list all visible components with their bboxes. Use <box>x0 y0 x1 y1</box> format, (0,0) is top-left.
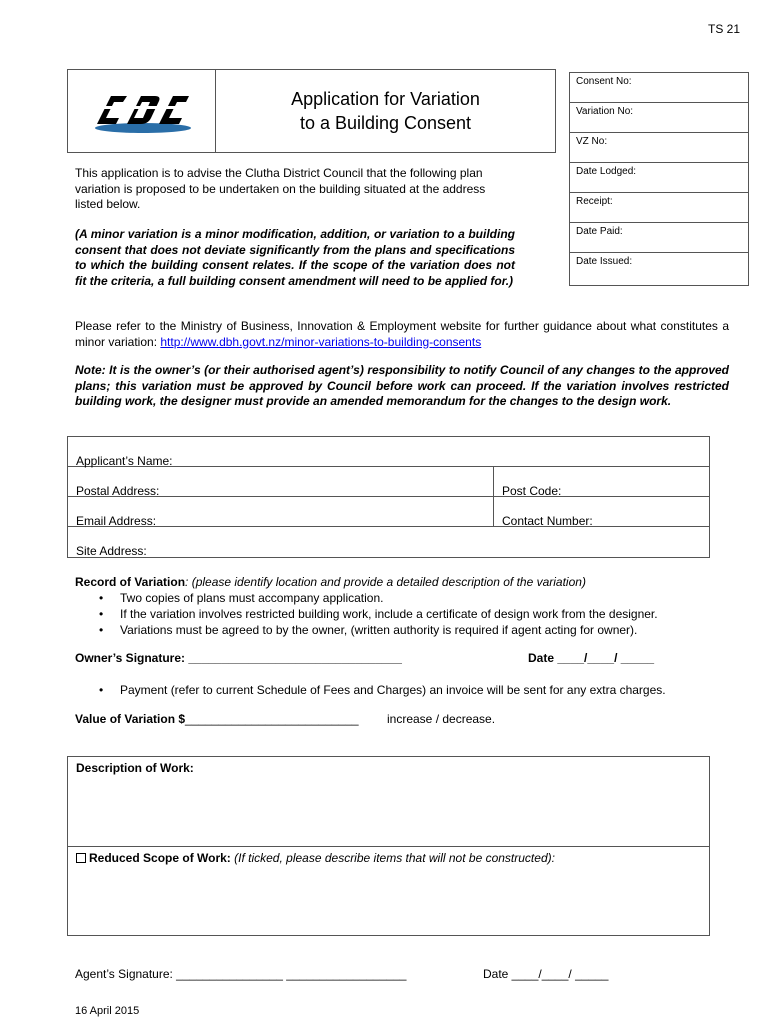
reduced-scope-title: Reduced Scope of Work: <box>89 851 231 865</box>
contact-number-label: Contact Number: <box>502 514 593 528</box>
logo-cell <box>68 70 216 152</box>
value-label: Value of Variation $ <box>75 712 186 726</box>
site-address-label: Site Address: <box>76 544 147 558</box>
value-of-variation-field[interactable] <box>75 712 359 726</box>
office-use-box <box>569 72 749 286</box>
date-lodged-field[interactable]: Date Lodged: <box>570 163 748 193</box>
footer-date: 16 April 2015 <box>75 1005 140 1017</box>
description-label: Description of Work: <box>76 761 194 775</box>
reduced-scope-checkbox[interactable] <box>76 853 86 863</box>
owner-responsibility-note: Note: It is the owner’s (or their authorised agent’s) responsibility to notify Council of any changes to the approved plans; this variation must be approved by Council before work can proceed. If the variation involves restricted building work, the designer must provide an amended memorandum for the changes to the design work. <box>75 363 729 408</box>
variation-no-field[interactable]: Variation No: <box>570 103 748 133</box>
applicant-name-label: Applicant’s Name: <box>76 454 173 468</box>
minor-variation-note: (A minor variation is a minor modification, addition, or variation to a building consent that does not deviate significantly from the plans and specifications to which the building consent relates. If the scope of the variation does not fit the criteria, a full building consent amendment will need to be applied for.) <box>75 227 515 288</box>
header-box <box>67 69 556 153</box>
date-issued-field[interactable]: Date Issued: <box>576 256 633 267</box>
post-code-label: Post Code: <box>502 484 562 498</box>
list-item: • Variations must be agreed to by the owner, (written authority is required if agent acting for owner). <box>99 622 658 638</box>
form-code: TS 21 <box>707 22 740 36</box>
value-blank[interactable]: __________________________ <box>185 712 359 726</box>
owner-signature-field[interactable]: Owner’s Signature: ________________________________ <box>75 651 402 665</box>
refer-text <box>75 319 729 350</box>
record-heading-label: Record of Variation <box>75 575 186 589</box>
agent-signature-field[interactable]: Agent’s Signature: ________________ __________________ <box>75 967 407 981</box>
record-heading-subtext: : (please identify location and provide a detailed description of the variation) <box>185 575 586 589</box>
postal-address-label: Postal Address: <box>76 484 160 498</box>
email-address-field[interactable] <box>68 497 709 527</box>
reduced-scope-hint: (If ticked, please describe items that will not be constructed): <box>230 851 555 865</box>
increase-decrease-text[interactable]: increase / decrease. <box>387 712 496 726</box>
list-item: • If the variation involves restricted building work, include a certificate of design work from the designer. <box>99 606 658 622</box>
title-line-2: to a Building Consent <box>299 113 472 133</box>
list-item: • Two copies of plans must accompany application. <box>99 590 658 606</box>
mbie-link[interactable]: http://www.dbh.govt.nz/minor-variations-to-building-consents <box>160 334 482 349</box>
post-code-field[interactable] <box>493 467 709 497</box>
payment-bullet-list <box>99 682 666 698</box>
consent-no-field[interactable]: Consent No: <box>570 73 748 103</box>
applicant-name-field[interactable] <box>68 437 709 467</box>
record-of-variation-heading <box>75 575 586 589</box>
form-title <box>216 70 555 152</box>
email-address-label: Email Address: <box>76 514 157 528</box>
contact-number-field[interactable] <box>493 497 709 527</box>
applicant-box <box>67 436 710 558</box>
postal-address-field[interactable] <box>68 467 709 497</box>
reduced-scope-label <box>76 851 555 865</box>
refer-body: Please refer to the Ministry of Business, Innovation & Employment website for further guidance about what constitutes a minor variation: <box>75 319 729 349</box>
payment-bullet: • Payment (refer to current Schedule of Fees and Charges) an invoice will be sent for any extra charges. <box>99 682 666 698</box>
agent-date-field[interactable]: Date ____/____/ _____ <box>483 967 609 981</box>
vz-no-field[interactable]: VZ No: <box>570 133 748 163</box>
council-logo-icon <box>93 84 193 136</box>
site-address-field[interactable] <box>68 527 709 557</box>
description-box[interactable] <box>67 756 710 936</box>
reduced-scope-section[interactable] <box>68 846 709 935</box>
receipt-field[interactable]: Receipt: <box>570 193 748 223</box>
title-line-1: Application for Variation <box>291 89 480 109</box>
owner-date-field[interactable]: Date ____/____/ _____ <box>528 651 655 665</box>
record-bullet-list <box>99 590 658 638</box>
date-paid-field[interactable]: Date Paid: <box>570 223 748 253</box>
intro-text: This application is to advise the Clutha District Council that the following plan variation is proposed to be undertaken on the building situated at the address listed below. <box>75 166 486 211</box>
